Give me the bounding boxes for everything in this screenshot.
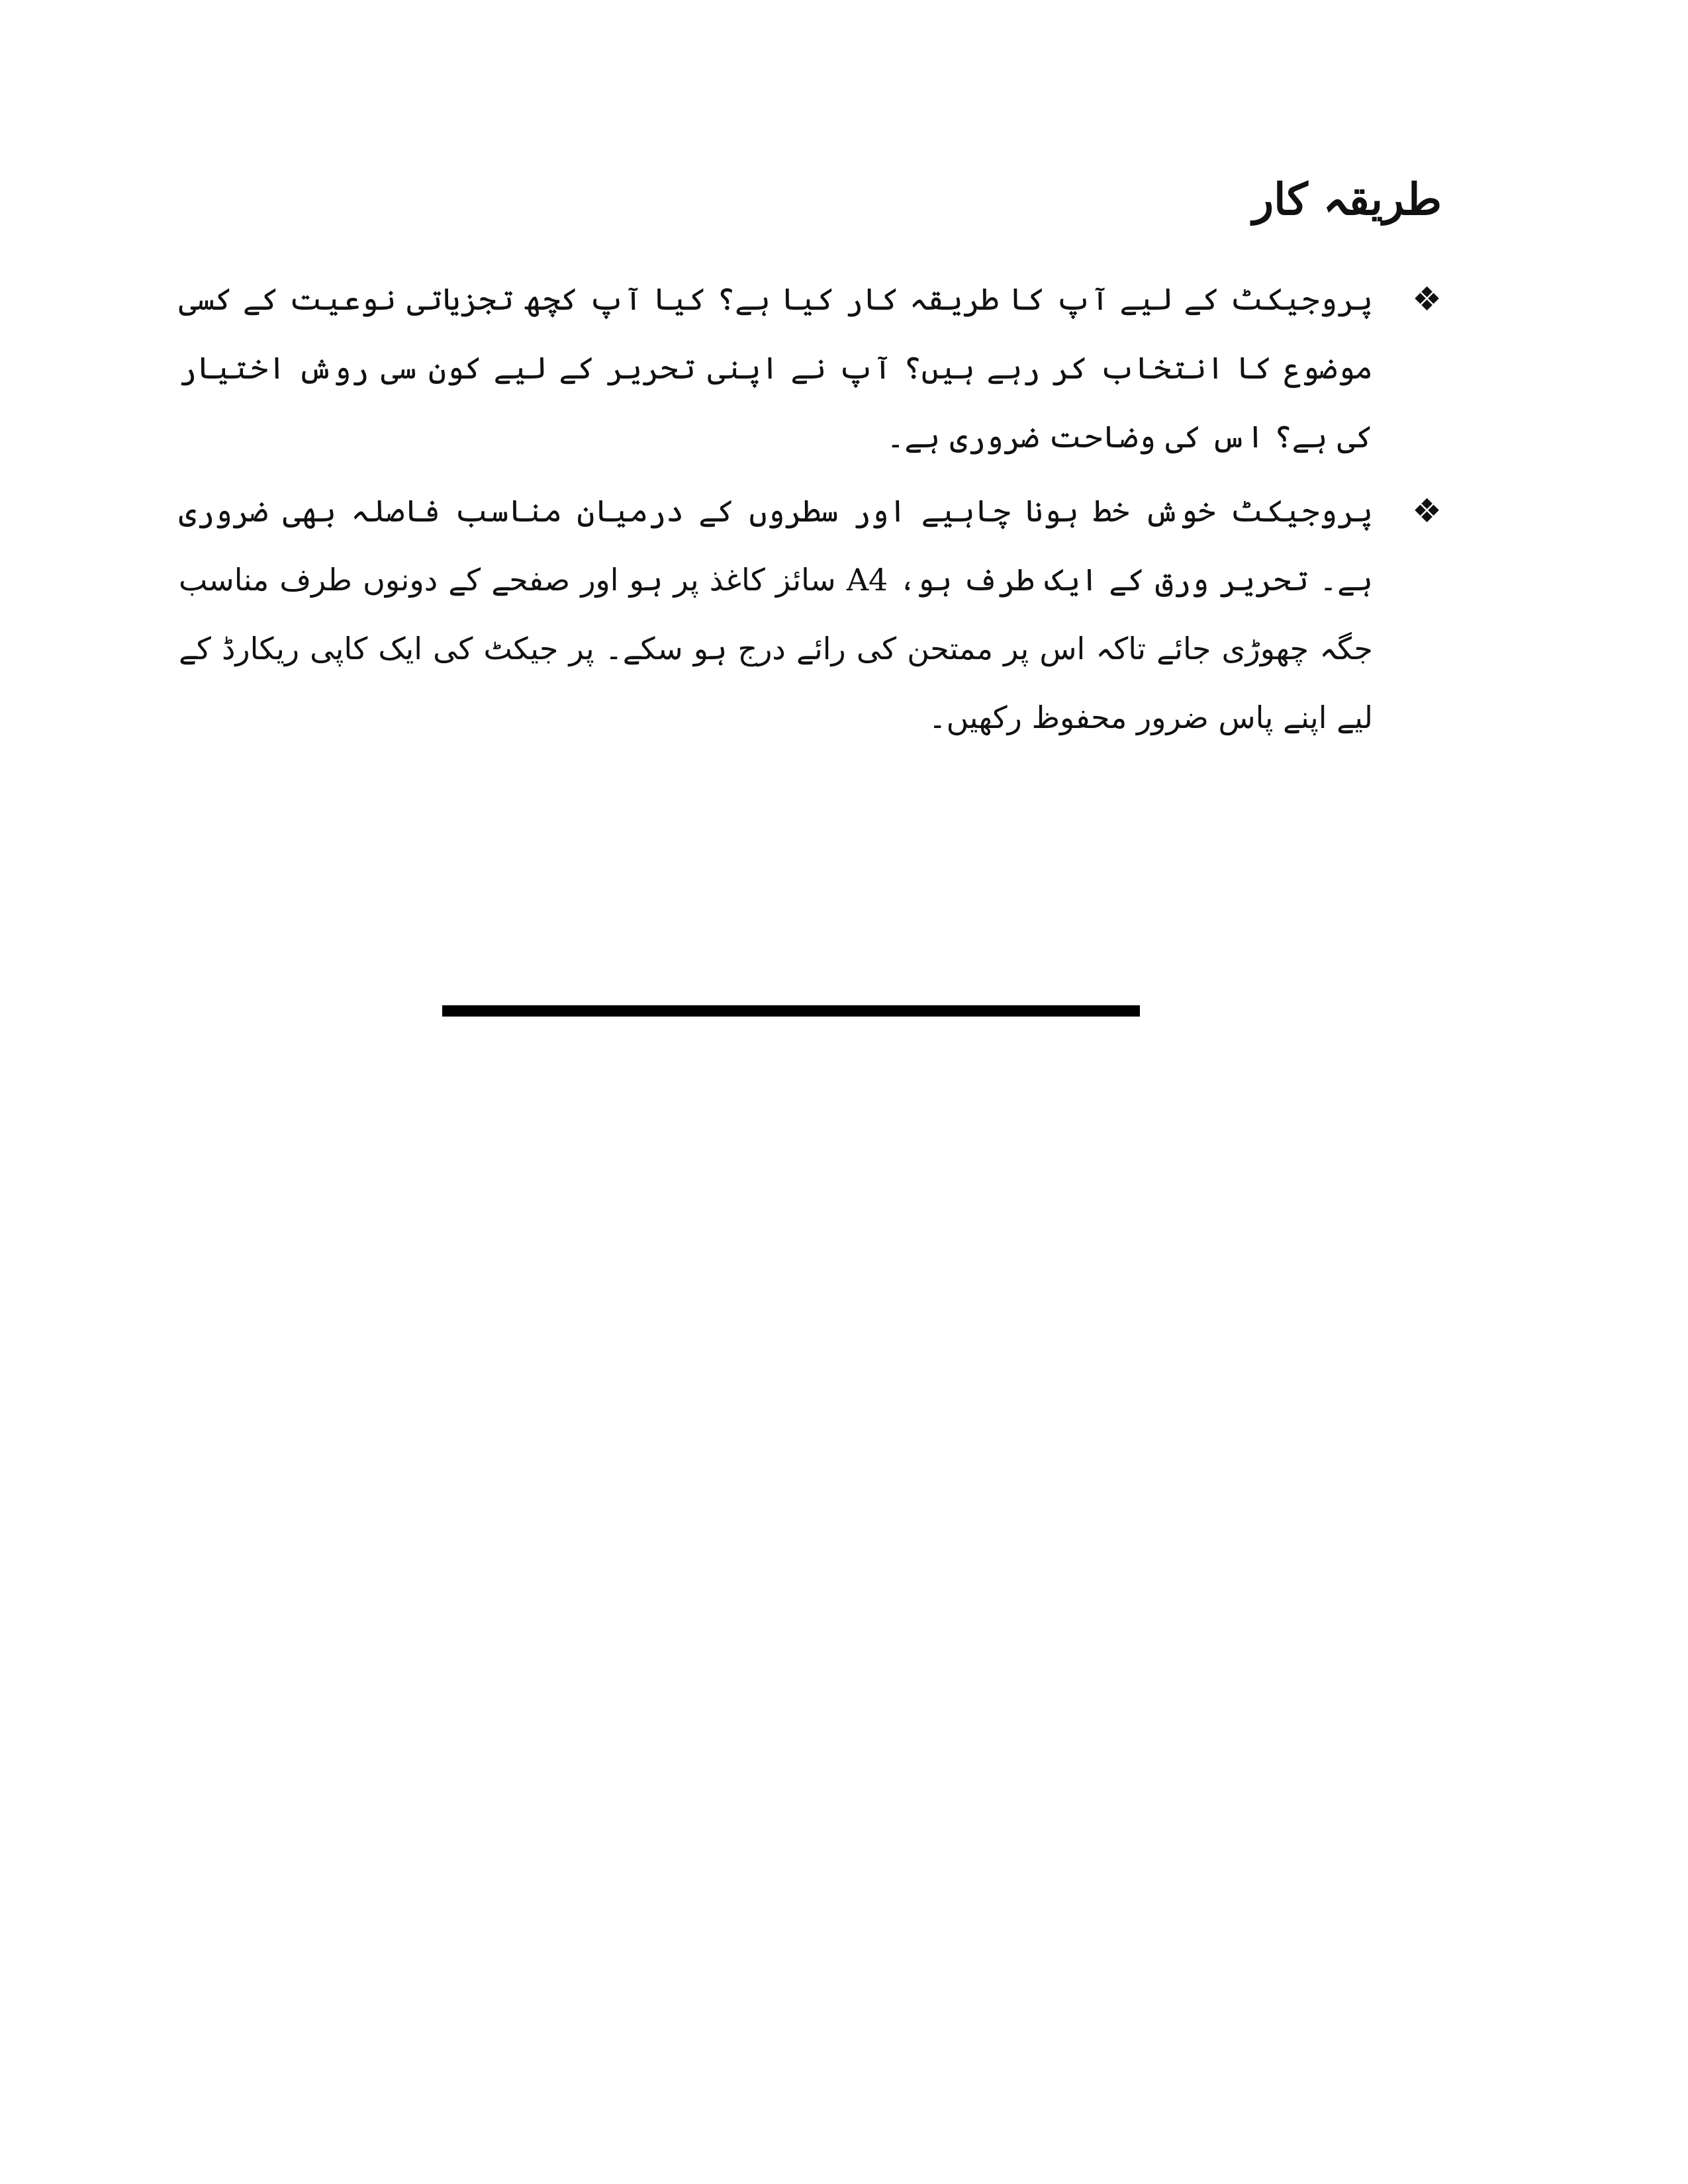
section-heading: طریقہ کار bbox=[1252, 173, 1442, 225]
instruction-list bbox=[179, 265, 1442, 757]
diamond-bullet-icon: ❖ bbox=[1412, 492, 1442, 530]
horizontal-divider bbox=[442, 1005, 1140, 1017]
list-item-text: پروجیکٹ خوش خط ہونا چاہیے اور سطروں کے درمیان مناسب فاصلہ بھی ضروری ہے۔ تحریر ورق کے ایک طرف ہو، A4 سائز کاغذ پر ہو اور صفحے کے دونوں طرف مناسب جگہ چھوڑی جائے تاکہ اس پر ممتحن کی رائے درج ہو سکے۔ پر جیکٹ کی ایک کاپی ریکارڈ کے لیے اپنے پاس ضرور محفوظ رکھیں۔ bbox=[179, 493, 1373, 735]
list-item-text: پروجیکٹ کے لیے آپ کا طریقہ کار کیا ہے؟ کیا آپ کچھ تجزیاتی نوعیت کے کسی موضوع کا انتخاب کر رہے ہیں؟ آپ نے اپنی تحریر کے لیے کون سی روش اختیار کی ہے؟ اس کی وضاحت ضروری ہے۔ bbox=[179, 281, 1373, 455]
list-item bbox=[179, 265, 1442, 471]
diamond-bullet-icon: ❖ bbox=[1412, 280, 1442, 318]
list-item bbox=[179, 477, 1442, 752]
